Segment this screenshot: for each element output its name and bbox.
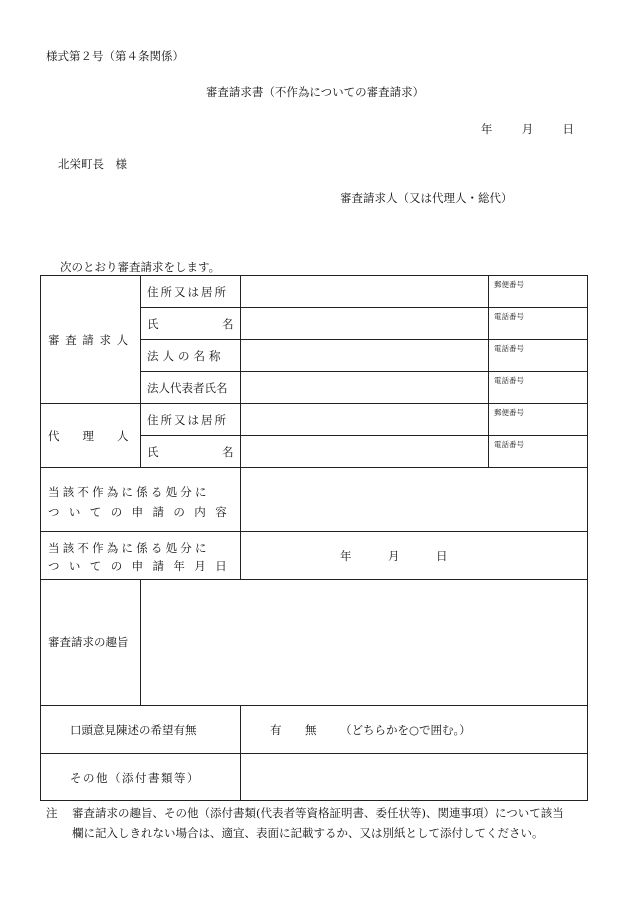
group-label-agent: 代 理 人 xyxy=(48,429,129,443)
label-others: その他（添付書類等） xyxy=(70,771,200,785)
option-oral-yes[interactable]: 有 xyxy=(270,723,282,737)
field-corp-rep[interactable] xyxy=(241,372,488,403)
date-day: 日 xyxy=(562,122,574,136)
form-number: 様式第２号（第４条関係） xyxy=(46,49,184,63)
field-purpose[interactable] xyxy=(141,580,587,705)
footnote-line-1: 審査請求の趣旨、その他（添付書類(代表者等資格証明書、委任状等)、関連事項）について該当 xyxy=(72,806,564,820)
label-inaction-date-2: ついての申請年月日 xyxy=(48,559,237,573)
field-agent-address[interactable] xyxy=(241,404,488,435)
table-border-right xyxy=(587,275,588,801)
label-agent-name-right: 名 xyxy=(222,445,234,459)
label-name-left: 氏 xyxy=(147,317,159,331)
field-requester-address[interactable] xyxy=(241,276,488,307)
field-others[interactable] xyxy=(241,754,587,800)
label-oral-opinion: 口頭意見陳述の希望有無 xyxy=(70,723,197,737)
field-agent-name[interactable] xyxy=(241,436,488,467)
label-phone: 電話番号 xyxy=(494,376,524,385)
label-purpose: 審査請求の趣旨 xyxy=(48,635,129,649)
label-inaction-date-1: 当該不作為に係る処分に xyxy=(48,541,210,555)
label-address: 住所又は居所 xyxy=(147,285,228,299)
label-postal-code: 郵便番号 xyxy=(494,280,524,289)
label-name-right: 名 xyxy=(222,317,234,331)
label-agent-postal-code: 郵便番号 xyxy=(494,408,524,417)
document-title: 審査請求書（不作為についての審査請求） xyxy=(205,85,425,99)
table-border-left xyxy=(40,275,41,801)
field-corp-name[interactable] xyxy=(241,340,488,371)
addressee: 北栄町長 様 xyxy=(58,157,127,171)
label-inaction-content-1: 当該不作為に係る処分に xyxy=(48,485,210,499)
app-date-day: 日 xyxy=(436,549,448,563)
label-inaction-content-2: ついての申請の内容 xyxy=(48,505,237,519)
label-corp-name: 法人の名称 xyxy=(147,349,225,363)
date-line xyxy=(481,121,574,137)
label-agent-phone: 電話番号 xyxy=(494,440,524,449)
field-requester-name[interactable] xyxy=(241,308,488,339)
requester-line: 審査請求人（又は代理人・総代） xyxy=(340,191,513,205)
app-date-year: 年 xyxy=(340,549,352,563)
footnote-line-2: 欄に記入しきれない場合は、適宜、表面に記載するか、又は別紙として添付してください。 xyxy=(72,826,544,840)
label-phone: 電話番号 xyxy=(494,312,524,321)
footnote-mark: 注 xyxy=(46,806,58,820)
date-month: 月 xyxy=(521,122,534,136)
label-agent-address: 住所又は居所 xyxy=(147,413,228,427)
intro-text: 次のとおり審査請求をします。 xyxy=(60,260,221,274)
group-label-requester: 審 査 請 求 人 xyxy=(48,333,130,347)
date-year: 年 xyxy=(480,122,493,136)
app-date-month: 月 xyxy=(388,549,400,563)
label-phone: 電話番号 xyxy=(494,344,524,353)
oral-note: （どちらかを○で囲む。） xyxy=(340,723,471,737)
label-corp-rep: 法人代表者氏名 xyxy=(147,381,228,395)
option-oral-no[interactable]: 無 xyxy=(305,723,317,737)
label-agent-name-left: 氏 xyxy=(147,445,159,459)
field-inaction-content[interactable] xyxy=(241,468,587,531)
table-border-bottom xyxy=(40,800,588,801)
